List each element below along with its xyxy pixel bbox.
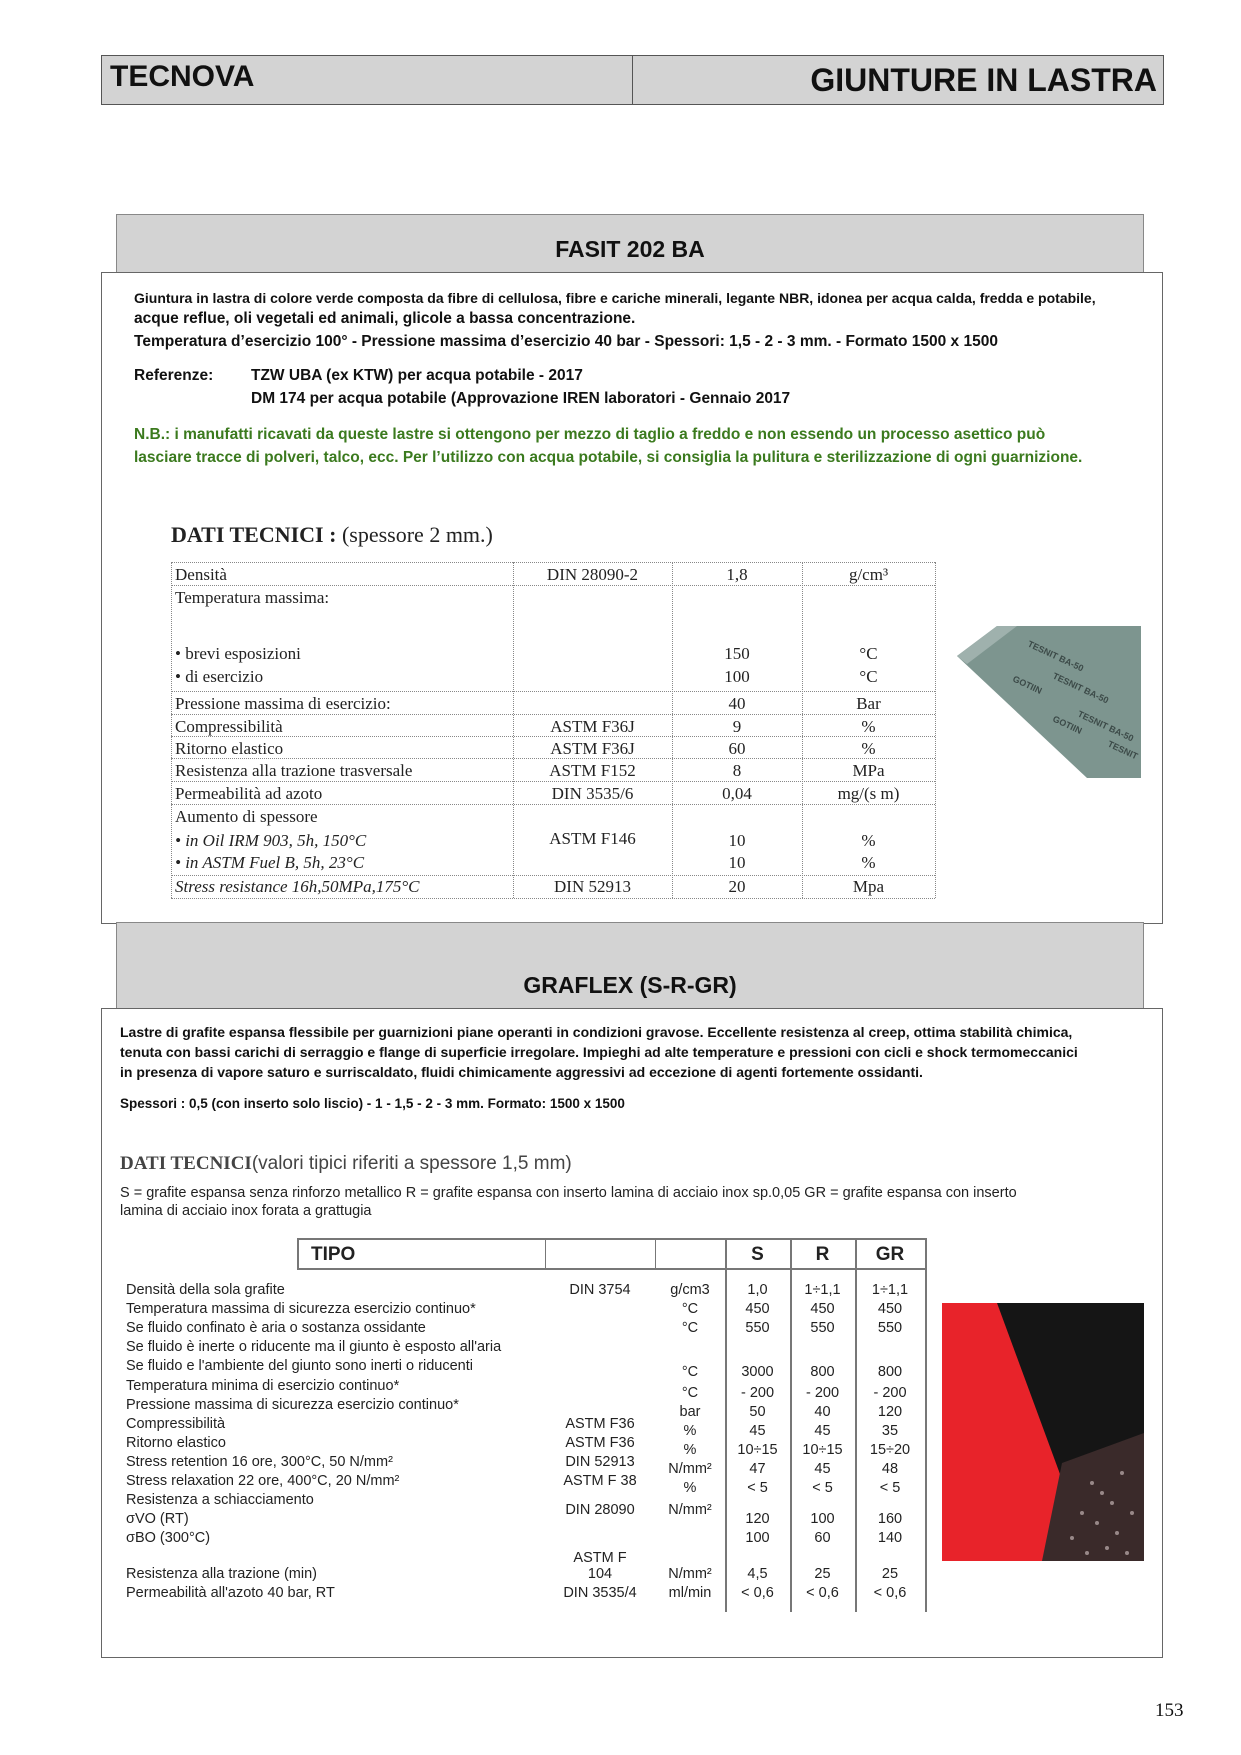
fasit-grid-hline [171,562,935,563]
graflex-col-r-value: 800 [810,1364,835,1380]
fasit-row-label: • in Oil IRM 903, 5h, 150°C [175,831,367,850]
fasit-row-unit: % [861,853,876,872]
fasit-nb-2: lasciare tracce di polveri, talco, ecc. Per l’utilizzo con acqua potabile, si consiglia la pulitura e sterilizzazione di ogni guarnizione. [134,449,1083,466]
graflex-row-label: σBO (300°C) [126,1530,211,1546]
fasit-row-unit: g/cm³ [848,565,889,584]
graflex-col-r-value: 550 [810,1320,835,1336]
graflex-row-unit: % [683,1442,697,1458]
fasit-product-photo [957,626,1141,778]
graflex-grid-vline [925,1238,927,1612]
fasit-row-label: Densità [175,565,227,584]
graflex-row-label: Se fluido confinato è aria o sostanza ossidante [126,1320,426,1336]
graflex-row-label: Stress relaxation 22 ore, 400°C, 20 N/mm² [126,1473,400,1489]
graflex-title: GRAFLEX (S-R-GR) [523,972,737,998]
graflex-row-unit: % [683,1480,697,1496]
fasit-grid-vline [935,562,936,898]
graflex-row-label: Densità della sola grafite [126,1282,285,1298]
page-header [101,55,1164,105]
fasit-nb-1: N.B.: i manufatti ricavati da queste lastre si ottengono per mezzo di taglio a freddo e non essendo un processo asettico può [134,426,1046,443]
fasit-row-label: • in ASTM Fuel B, 5h, 23°C [175,853,365,872]
header-left-cell [102,56,633,104]
graflex-table-title-rest: (valori tipici riferiti a spessore 1,5 mm) [251,1153,572,1174]
graflex-col-r-value: 25 [814,1566,831,1582]
graflex-col-gr-value: < 5 [879,1480,901,1496]
fasit-row-unit: mg/(s m) [837,784,900,803]
graflex-row-label: Ritorno elastico [126,1435,226,1451]
graflex-row-norm: ASTM F36 [565,1435,635,1451]
fasit-row-unit: % [861,717,876,736]
fasit-table-title [171,522,493,548]
graflex-row-unit: ml/min [668,1585,712,1601]
graflex-col-r-value: 450 [810,1301,835,1317]
fasit-row-unit: Bar [856,694,881,713]
graflex-col-gr-value: 120 [877,1404,903,1420]
fasit-row-label: Aumento di spessore [175,807,318,826]
page-number: 153 [1155,1700,1184,1721]
graflex-row-label: Stress retention 16 ore, 300°C, 50 N/mm² [126,1454,393,1470]
graflex-grid-top [297,1238,925,1240]
graflex-col-r-value: 60 [814,1530,831,1546]
fasit-row-label: Permeabilità ad azoto [175,784,323,803]
fasit-row-unit: % [861,739,876,758]
graflex-row-unit: °C [681,1301,699,1317]
graflex-row-unit: N/mm² [668,1566,712,1582]
graflex-col-gr-value: < 0,6 [873,1585,907,1601]
graflex-grid-header-bottom [297,1268,925,1270]
fasit-row-label: • brevi esposizioni [175,644,301,663]
graflex-row-norm: DIN 3754 [569,1282,631,1298]
svg-text:TESNIT BA-50: TESNIT BA-50 [1051,670,1111,706]
header-category: GIUNTURE IN LASTRA [810,62,1157,98]
graflex-grid-left [297,1238,299,1268]
graflex-row-label: Resistenza alla trazione (min) [126,1566,317,1582]
graflex-row-unit: bar [679,1404,701,1420]
graflex-photo-graphic [942,1303,1144,1561]
graflex-col-s-value: 1,0 [747,1282,768,1298]
graflex-col-s-value: 10÷15 [737,1442,778,1458]
graflex-row-label: Permeabilità all'azoto 40 bar, RT [126,1585,335,1601]
graflex-row-label: Resistenza a schiacciamento [126,1492,314,1508]
fasit-row-value: 100 [724,667,750,686]
fasit-grid-hline [171,804,935,805]
fasit-row-value: 10 [728,853,746,872]
graflex-grid-vline [655,1238,656,1268]
graflex-col-s-value: 47 [749,1461,766,1477]
fasit-row-label: Resistenza alla trazione trasversale [175,761,413,780]
graflex-col-r-value: 1÷1,1 [804,1282,841,1298]
graflex-col-gr-value: 450 [877,1301,903,1317]
graflex-col-gr-value: 15÷20 [869,1442,911,1458]
graflex-col-r-value: - 200 [805,1385,840,1401]
fasit-row-unit: °C [859,644,878,663]
graflex-col-r-value: < 5 [812,1480,833,1496]
graflex-col-gr-value: 35 [881,1423,899,1439]
graflex-row-label: Pressione massima di sicurezza esercizio continuo* [126,1397,459,1413]
graflex-row-norm: ASTM F 38 [563,1473,637,1489]
graflex-row-label: Se fluido e l'ambiente del giunto sono inerti o riducenti [126,1358,473,1374]
graflex-desc-3: in presenza di vapore saturo e surriscaldato, fluidi chimicamente aggressivi ad eccezione di agenti fortemente ossidanti. [120,1064,923,1080]
graflex-header-r: R [815,1244,830,1265]
graflex-row-unit: g/cm3 [670,1282,710,1298]
graflex-row-label: σVO (RT) [126,1511,189,1527]
graflex-col-s-value: - 200 [740,1385,775,1401]
graflex-col-s-value: < 5 [747,1480,768,1496]
graflex-col-s-value: 50 [749,1404,766,1420]
fasit-row-value: 20 [728,877,746,896]
graflex-row-label: Se fluido è inerte o riducente ma il giunto è esposto all'aria [126,1339,502,1355]
graflex-col-s-value: 100 [745,1530,770,1546]
graflex-col-s-value: 4,5 [747,1566,768,1582]
fasit-grid-hline [171,714,935,715]
graflex-col-gr-value: 1÷1,1 [871,1282,909,1298]
graflex-col-r-value: 45 [814,1423,831,1439]
fasit-row-unit: °C [859,667,878,686]
fasit-row-label: Pressione massima di esercizio: [175,694,391,713]
fasit-ref-label: Referenze: [134,367,214,384]
fasit-row-unit: MPa [852,761,885,780]
fasit-row-value: 40 [728,694,746,713]
fasit-row-norm: DIN 52913 [554,877,631,896]
graflex-legend-2: lamina di acciaio inox forata a grattugia [120,1203,372,1219]
fasit-ref-2: DM 174 per acqua potabile (Approvazione IREN laboratori - Gennaio 2017 [251,390,791,407]
fasit-row-unit: Mpa [852,877,885,896]
graflex-row-norm: 104 [587,1566,613,1582]
fasit-row-norm: ASTM F146 [549,829,636,848]
fasit-desc-2: acque reflue, oli vegetali ed animali, glicole a bassa concentrazione. [134,310,636,327]
graflex-desc-1: Lastre di grafite espansa flessibile per guarnizioni piane operanti in condizioni gravose. Eccellente resistenza al creep, ottima stabilità chimica, [120,1024,1073,1040]
graflex-row-norm: DIN 28090 [565,1502,635,1518]
graflex-col-s-value: 45 [749,1423,766,1439]
fasit-grid-hline [171,875,935,876]
graflex-col-r-value: 100 [810,1511,835,1527]
fasit-row-value: 150 [724,644,750,663]
graflex-col-gr-value: - 200 [873,1385,907,1401]
graflex-row-unit: °C [681,1320,699,1336]
graflex-header-s: S [751,1244,764,1265]
fasit-row-value: 10 [728,831,746,850]
fasit-table-title-rest: (spessore 2 mm.) [341,522,493,547]
graflex-product-photo [942,1303,1144,1561]
graflex-col-s-value: 3000 [741,1364,774,1380]
fasit-desc-3: Temperatura d’esercizio 100° - Pressione massima d’esercizio 40 bar - Spessori: 1,5 - 2 - 3 mm. - Formato 1500 x 1500 [134,333,998,350]
graflex-col-s-value: < 0,6 [741,1585,774,1601]
graflex-row-unit: °C [681,1385,699,1401]
graflex-col-gr-value: 550 [877,1320,903,1336]
fasit-row-value: 1,8 [726,565,748,584]
fasit-grid-vline [171,562,172,898]
fasit-title: FASIT 202 BA [555,236,705,262]
graflex-row-label: Temperatura minima di esercizio continuo* [126,1378,400,1394]
graflex-col-r-value: 10÷15 [802,1442,843,1458]
fasit-photo-graphic [957,626,1141,778]
graflex-col-r-value: < 0,6 [806,1585,839,1601]
fasit-desc-1: Giuntura in lastra di colore verde composta da fibre di cellulosa, fibre e cariche minerali, legante NBR, idonea per acqua calda, fredda e potabile, [134,290,1096,306]
fasit-row-value: 8 [732,761,742,780]
graflex-legend-1: S = grafite espansa senza rinforzo metallico R = grafite espansa con inserto lamina di acciaio inox sp.0,05 GR = grafite espansa con inserto [120,1185,1017,1201]
graflex-row-norm: DIN 52913 [565,1454,635,1470]
graflex-row-label: Compressibilità [126,1416,226,1432]
fasit-grid-hline [171,691,935,692]
graflex-col-r-value: 45 [814,1461,831,1477]
fasit-row-label: Temperatura massima: [175,588,330,607]
fasit-row-value: 9 [732,717,742,736]
fasit-title-band [116,214,1144,274]
graflex-col-gr-value: 48 [881,1461,899,1477]
fasit-row-value: 0,04 [722,784,752,803]
fasit-row-norm: DIN 28090-2 [546,565,639,584]
fasit-row-label: • di esercizio [175,667,264,686]
graflex-header-gr: GR [875,1244,905,1265]
graflex-col-s-value: 120 [745,1511,770,1527]
graflex-row-label: Temperatura massima di sicurezza esercizio continuo* [126,1301,476,1317]
graflex-desc-2: tenuta con bassi carichi di serraggio e flange di superficie irregolare. Impieghi ad alte temperature e pressioni con cicli e shock termomeccanici [120,1044,1078,1060]
svg-text:TESNIT BA-50: TESNIT BA-50 [1026,638,1086,674]
graflex-col-gr-value: 800 [877,1364,903,1380]
svg-text:TESNIT: TESNIT [1106,738,1140,762]
fasit-row-norm: ASTM F36J [550,739,635,758]
graflex-row-norm: ASTM F36 [565,1416,635,1432]
svg-text:GOTIIN: GOTIIN [1011,673,1044,696]
graflex-col-gr-value: 160 [877,1511,903,1527]
graflex-col-s-value: 450 [745,1301,770,1317]
svg-text:GOTIIN: GOTIIN [1051,713,1084,736]
graflex-row-norm: ASTM F [573,1550,627,1566]
fasit-ref-1: TZW UBA (ex KTW) per acqua potabile - 2017 [251,367,583,384]
fasit-row-label: Ritorno elastico [175,739,284,758]
fasit-row-norm: ASTM F152 [549,761,636,780]
graflex-table-title-bold: DATI TECNICI [120,1153,252,1174]
fasit-row-norm: DIN 3535/6 [551,784,634,803]
graflex-spessori: Spessori : 0,5 (con inserto solo liscio) - 1 - 1,5 - 2 - 3 mm. Formato: 1500 x 1500 [120,1096,625,1111]
fasit-row-value: 60 [728,739,746,758]
graflex-header-tipo: TIPO [311,1244,356,1265]
fasit-grid-hline [171,781,935,782]
graflex-title-band [116,922,1144,1010]
graflex-row-norm: DIN 3535/4 [563,1585,637,1601]
header-brand: TECNOVA [110,60,255,93]
fasit-table-title-bold: DATI TECNICI : [171,522,337,547]
graflex-col-s-value: 550 [745,1320,770,1336]
graflex-grid-vline [545,1238,546,1268]
graflex-col-gr-value: 25 [881,1566,899,1582]
graflex-col-r-value: 40 [814,1404,831,1420]
fasit-row-label: Stress resistance 16h,50MPa,175°C [175,877,420,896]
fasit-grid-hline [171,585,935,586]
graflex-row-unit: N/mm² [668,1461,712,1477]
graflex-table-title [120,1153,572,1175]
graflex-col-gr-value: 140 [877,1530,903,1546]
fasit-grid-hline [171,898,935,899]
fasit-row-label: Compressibilità [175,717,283,736]
graflex-row-unit: °C [681,1364,699,1380]
svg-text:TESNIT BA-50: TESNIT BA-50 [1076,708,1136,744]
graflex-row-unit: N/mm² [668,1502,712,1518]
fasit-row-norm: ASTM F36J [550,717,635,736]
graflex-row-unit: % [683,1423,697,1439]
fasit-row-unit: % [861,831,876,850]
